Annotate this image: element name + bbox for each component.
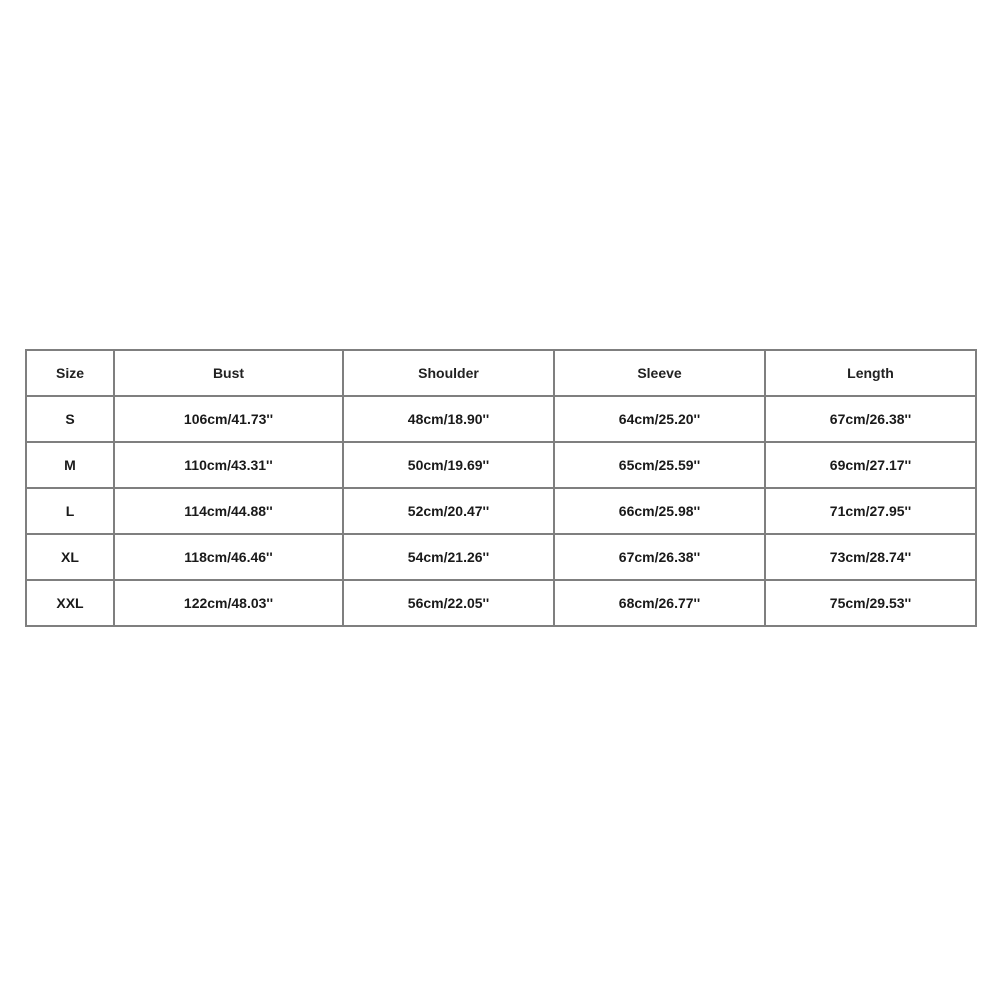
header-size: Size [26, 350, 114, 396]
table-row [26, 442, 976, 488]
cell-bust: 118cm/46.46'' [114, 534, 343, 580]
cell-length: 75cm/29.53'' [765, 580, 976, 626]
cell-shoulder: 54cm/21.26'' [343, 534, 554, 580]
cell-bust: 106cm/41.73'' [114, 396, 343, 442]
header-length: Length [765, 350, 976, 396]
header-bust: Bust [114, 350, 343, 396]
size-chart-table [25, 349, 977, 627]
cell-length: 67cm/26.38'' [765, 396, 976, 442]
cell-length: 69cm/27.17'' [765, 442, 976, 488]
cell-sleeve: 64cm/25.20'' [554, 396, 765, 442]
cell-size: M [26, 442, 114, 488]
cell-sleeve: 65cm/25.59'' [554, 442, 765, 488]
cell-size: XL [26, 534, 114, 580]
cell-bust: 122cm/48.03'' [114, 580, 343, 626]
cell-size: S [26, 396, 114, 442]
cell-shoulder: 48cm/18.90'' [343, 396, 554, 442]
header-shoulder: Shoulder [343, 350, 554, 396]
table-row [26, 396, 976, 442]
table-row [26, 534, 976, 580]
cell-length: 73cm/28.74'' [765, 534, 976, 580]
cell-bust: 114cm/44.88'' [114, 488, 343, 534]
cell-sleeve: 66cm/25.98'' [554, 488, 765, 534]
cell-sleeve: 68cm/26.77'' [554, 580, 765, 626]
cell-size: XXL [26, 580, 114, 626]
cell-size: L [26, 488, 114, 534]
cell-shoulder: 56cm/22.05'' [343, 580, 554, 626]
table-row [26, 580, 976, 626]
cell-sleeve: 67cm/26.38'' [554, 534, 765, 580]
header-sleeve: Sleeve [554, 350, 765, 396]
cell-shoulder: 50cm/19.69'' [343, 442, 554, 488]
cell-length: 71cm/27.95'' [765, 488, 976, 534]
table-row [26, 488, 976, 534]
cell-shoulder: 52cm/20.47'' [343, 488, 554, 534]
table-header-row [26, 350, 976, 396]
cell-bust: 110cm/43.31'' [114, 442, 343, 488]
